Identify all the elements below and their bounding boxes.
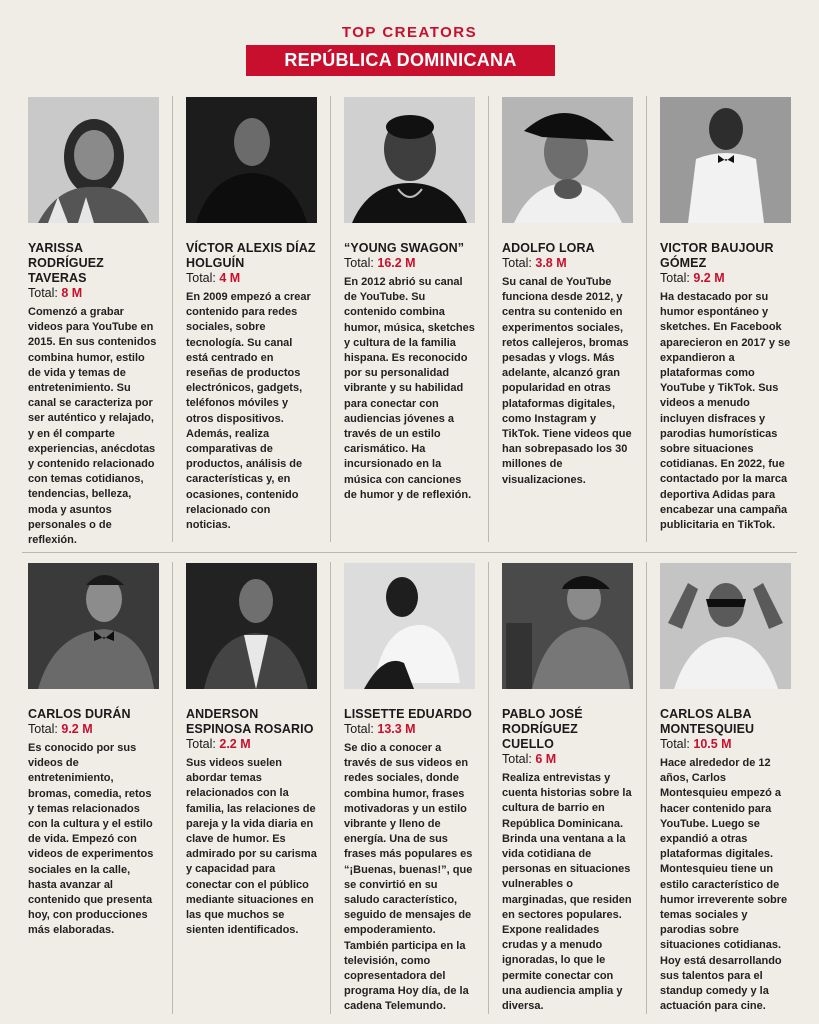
creator-total: Total: 2.2 M — [186, 737, 251, 751]
creator-description: Comenzó a grabar videos para YouTube en 2015. En sus contenidos combina humor, estilo de vida y temas de entretenimiento. Su canal se caracteriza por ser auténtico y relajado, y en él comparte experiencias, anécdotas y contenido relacionado con temas cotidianos, tendencias, belleza, moda y asuntos personales o de reflexión. — [28, 306, 157, 547]
creator-name: VICTOR BAUJOUR GÓMEZ — [660, 241, 774, 270]
creator-photo — [502, 97, 633, 223]
creator-name: LISSETTE EDUARDO — [344, 707, 472, 721]
column-divider — [330, 562, 331, 1014]
column-divider — [646, 96, 647, 542]
creator-photo — [186, 97, 317, 223]
creator-card — [344, 97, 475, 503]
creator-photo — [502, 563, 633, 689]
column-divider — [172, 562, 173, 1014]
creator-description: Su canal de YouTube funciona desde 2012, y centra su contenido en experimentos sociales, retos callejeros, bromas pesadas y vlogs. Más adelante, alcanzó gran popularidad en otras plataformas digitales, como Instagram y TikTok. Tiene videos que han sobrepasado los 30 millones de visualizaciones. — [502, 276, 632, 486]
creator-card — [502, 97, 633, 488]
creator-card — [186, 563, 317, 938]
creator-total: Total: 6 M — [502, 752, 557, 766]
creator-name: PABLO JOSÉ RODRÍGUEZ CUELLO — [502, 707, 583, 751]
creator-name: VÍCTOR ALEXIS DÍAZ HOLGUÍN — [186, 241, 316, 270]
creator-card — [28, 563, 159, 939]
creator-name: ANDERSON ESPINOSA ROSARIO — [186, 707, 314, 736]
creator-total: Total: 3.8 M — [502, 256, 567, 270]
column-divider — [646, 562, 647, 1014]
creator-total: Total: 13.3 M — [344, 722, 416, 736]
column-divider — [172, 96, 173, 542]
creator-description: En 2009 empezó a crear contenido para redes sociales, sobre tecnología. Su canal está centrado en reseñas de productos electrónicos, gadgets, teléfonos móviles y otros dispositivos. Además, realiza comparativas de productos, análisis de características y, en ocasiones, contenido relacionado con noticias. — [186, 291, 311, 532]
creator-description: En 2012 abrió su canal de YouTube. Su contenido combina humor, música, sketches y cultura de la familia hispana. Es reconocido por su personalidad vibrante y su habilidad para conectar con audiencias jóvenes a través de un estilo carismático. Ha incursionado en la música con canciones de humor y de reflexión. — [344, 276, 475, 501]
creator-card — [660, 97, 791, 533]
creator-total: Total: 4 M — [186, 271, 241, 285]
creator-name: CARLOS DURÁN — [28, 707, 131, 721]
creator-description: Sus videos suelen abordar temas relacionados con la familia, las relaciones de pareja y la vida diaria en clave de humor. Es admirado por su carisma y capacidad para conectar con el público mediante situaciones en las que muchos se sienten identificados. — [186, 757, 317, 937]
creator-total: Total: 9.2 M — [660, 271, 725, 285]
creator-photo — [186, 563, 317, 689]
creator-name: “YOUNG SWAGON” — [344, 241, 465, 255]
row-divider — [22, 552, 797, 553]
creator-photo — [344, 563, 475, 689]
creator-photo — [28, 97, 159, 223]
creator-description: Hace alrededor de 12 años, Carlos Montesquieu empezó a hacer contenido para YouTube. Luego se expandió a otras plataformas digitales. Montesquieu tiene un estilo característico de humor irreverente sobre temas sociales y parodias sobre situaciones cotidianas. Hoy está desarrollando sus talentos para el standup comedy y la actuación para cine. — [660, 757, 788, 1013]
creator-photo — [28, 563, 159, 689]
creator-description: Realiza entrevistas y cuenta historias sobre la cultura de barrio en República Dominicana. Brinda una ventana a la vida cotidiana de personas en situaciones vulnerables o marginadas, que residen en sectores populares. Expone realidades crudas y a menudo ignoradas, lo que le permite conectar con una audiencia amplia y diversa. — [502, 772, 632, 1013]
creator-total: Total: 8 M — [28, 286, 83, 300]
creator-card — [28, 97, 159, 548]
creator-photo — [660, 563, 791, 689]
creator-name: ADOLFO LORA — [502, 241, 595, 255]
creator-description: Se dio a conocer a través de sus videos en redes sociales, donde combina humor, frases motivadoras y un estilo vibrante y lleno de energía. Una de sus frases más populares es “¡Buenas, buenas!”, que se convirtió en su saludo característico, seguido de mensajes de empoderamiento. También participa en la televisión, como copresentadora del programa Hoy día, de la cadena Telemundo. — [344, 742, 473, 1013]
creator-card — [186, 97, 317, 533]
creator-name: YARISSA RODRÍGUEZ TAVERAS — [28, 241, 104, 285]
creator-card — [660, 563, 791, 1014]
creator-card — [344, 563, 475, 1015]
column-divider — [488, 96, 489, 542]
creator-total: Total: 16.2 M — [344, 256, 416, 270]
column-divider — [488, 562, 489, 1014]
creator-photo — [344, 97, 475, 223]
country-banner: REPÚBLICA DOMINICANA — [246, 45, 555, 76]
creator-total: Total: 9.2 M — [28, 722, 93, 736]
creator-photo — [660, 97, 791, 223]
creator-card — [502, 563, 633, 1014]
column-divider — [330, 96, 331, 542]
creator-description: Ha destacado por su humor espontáneo y sketches. En Facebook aparecieron en 2017 y se expandieron a plataformas como YouTube y TikTok. Sus videos a menudo incluyen disfraces y parodias humorísticas sobre situaciones cotidianas. En 2022, fue contactado por la marca deportiva Adidas para encabezar una campaña publicitaria en TikTok. — [660, 291, 791, 532]
creator-name: CARLOS ALBA MONTESQUIEU — [660, 707, 755, 736]
section-kicker: TOP CREATORS — [341, 24, 478, 41]
creator-total: Total: 10.5 M — [660, 737, 732, 751]
creator-description: Es conocido por sus videos de entretenimiento, bromas, comedia, retos y temas relacionados con la cultura y el estilo de vida. Empezó con videos de experimentos sociales en la calle, hasta avanzar al contenido que presenta hoy, con producciones más elaboradas. — [28, 742, 154, 937]
